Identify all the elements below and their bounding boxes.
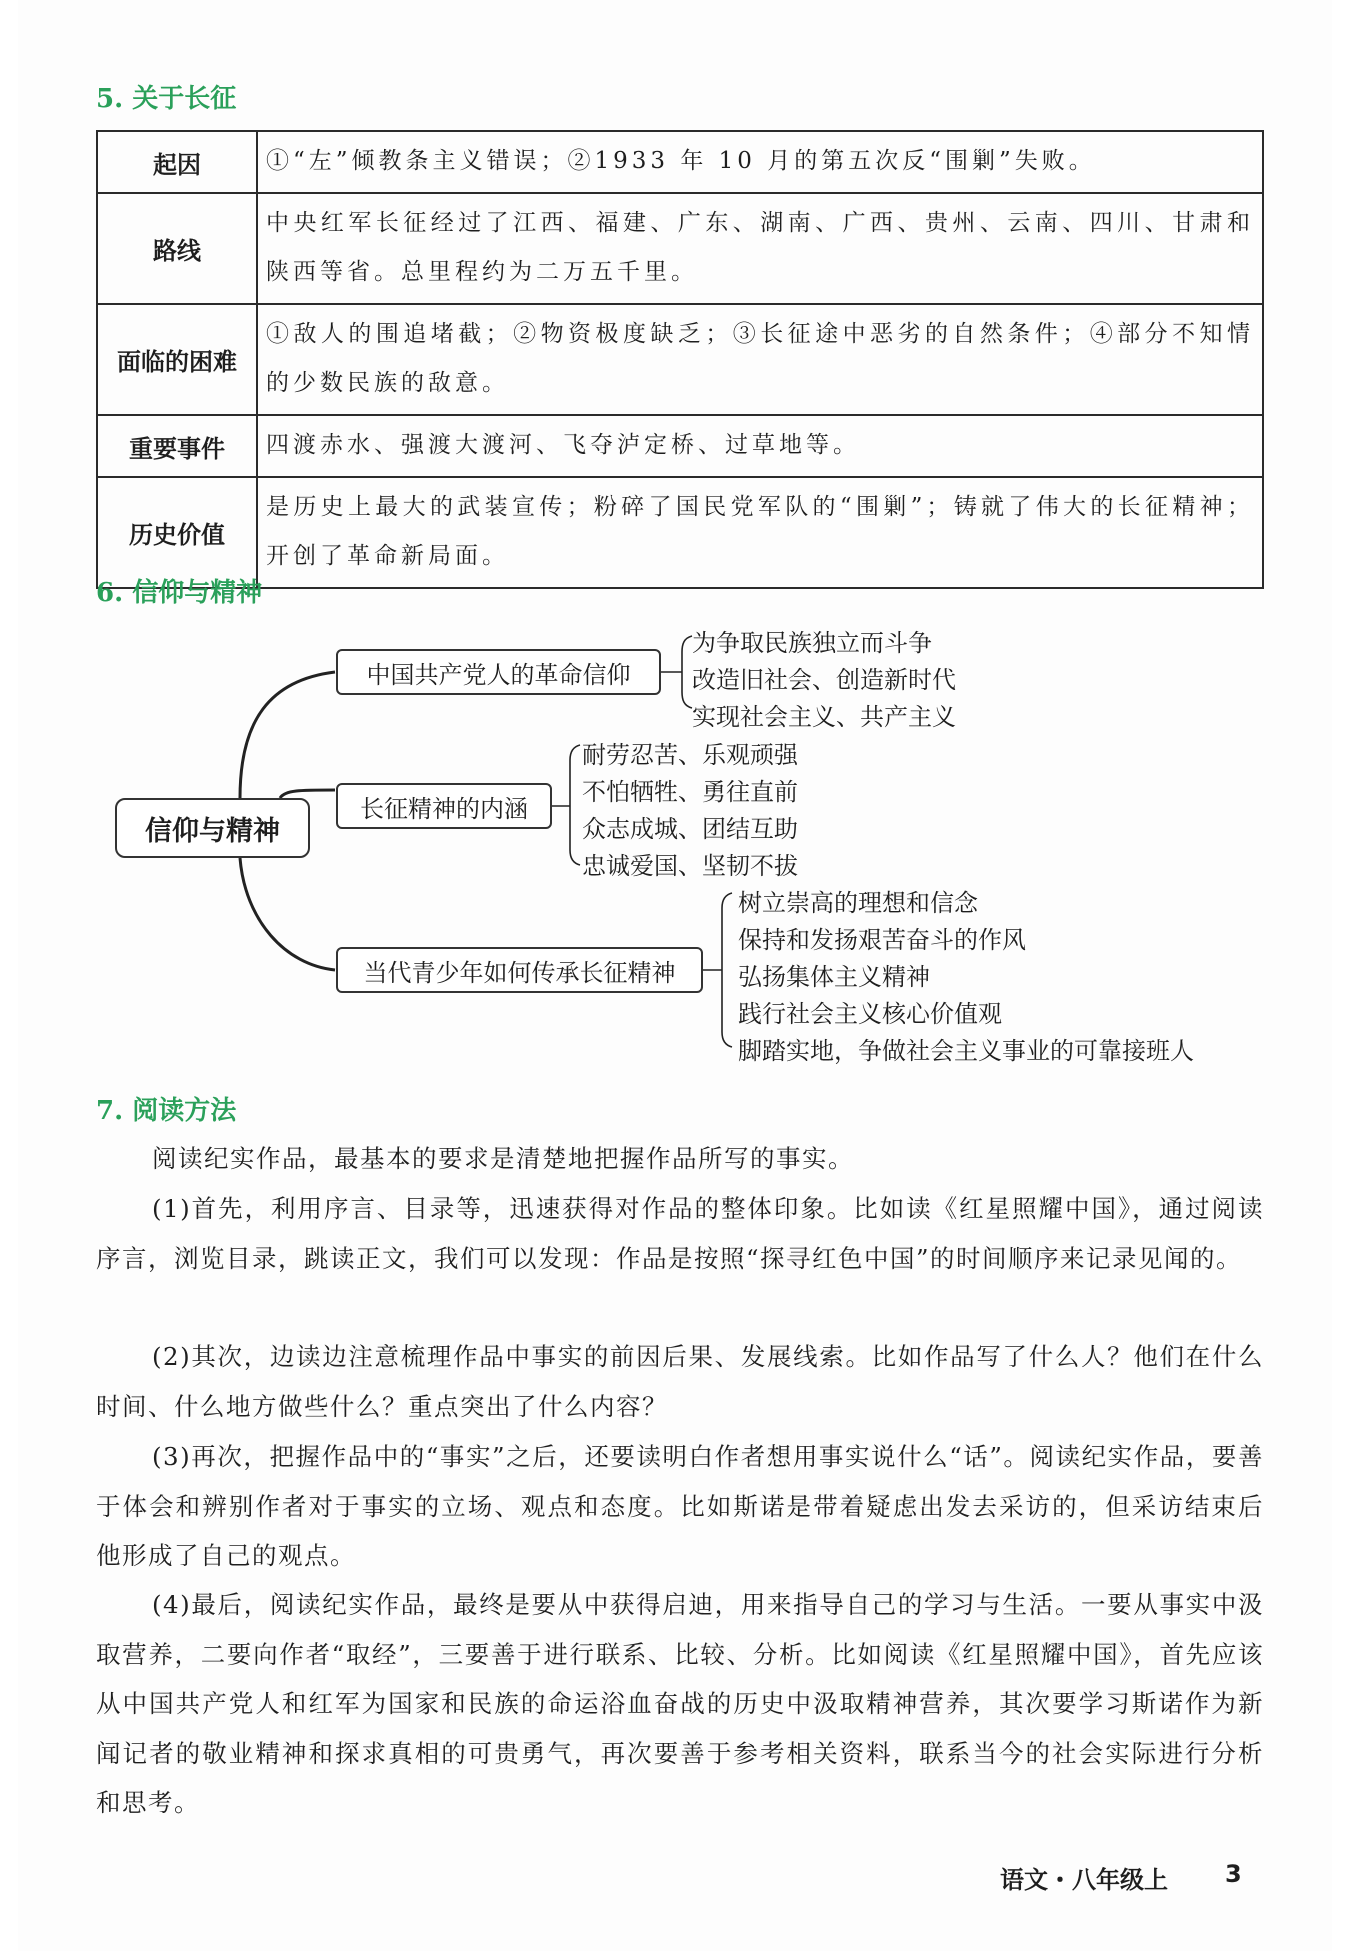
row-content: ①敌人的围追堵截；②物资极度缺乏；③长征途中恶劣的自然条件；④部分不知情的少数民族的敌意。 xyxy=(257,304,1263,415)
mindmap-leaf: 众志成城、团结互助 xyxy=(582,815,798,843)
section-title-long-march: 5. 关于长征 xyxy=(96,84,237,114)
section-title-belief: 6. 信仰与精神 xyxy=(96,578,263,608)
mindmap-leaf: 践行社会主义核心价值观 xyxy=(738,1000,1002,1028)
footer-subject-label: 语文・八年级上 xyxy=(1000,1866,1168,1894)
page-number: 3 xyxy=(1225,1860,1242,1888)
mindmap-leaf: 改造旧社会、创造新时代 xyxy=(692,666,956,694)
mindmap-branch: 当代青少年如何传承长征精神 xyxy=(336,947,703,993)
paragraph: (3)再次，把握作品中的“事实”之后，还要读明白作者想用事实说什么“话”。阅读纪实作品，要善于体会和辨别作者对于事实的立场、观点和态度。比如斯诺是带着疑虑出发去采访的，但采访结束后他形成了自己的观点。 xyxy=(96,1442,1264,1570)
mindmap-leaf: 脚踏实地，争做社会主义事业的可靠接班人 xyxy=(738,1037,1194,1065)
mindmap-leaf: 忠诚爱国、坚韧不拔 xyxy=(582,852,798,880)
row-label: 面临的困难 xyxy=(97,304,257,415)
paragraph: (4)最后，阅读纪实作品，最终是要从中获得启迪，用来指导自己的学习与生活。一要从事实中汲取营养，二要向作者“取经”，三要善于进行联系、比较、分析。比如阅读《红星照耀中国》，首先应该从中国共产党人和红军为国家和民族的命运浴血奋战的历史中汲取精神营养，其次要学习斯诺作为新闻记者的敬业精神和探求真相的可贵勇气，再次要善于参考相关资料，联系当今的社会实际进行分析和思考。 xyxy=(96,1590,1264,1817)
mindmap-leaf: 树立崇高的理想和信念 xyxy=(738,889,978,917)
mindmap-leaf: 保持和发扬艰苦奋斗的作风 xyxy=(738,926,1026,954)
row-content: 中央红军长征经过了江西、福建、广东、湖南、广西、贵州、云南、四川、甘肃和陕西等省。总里程约为二万五千里。 xyxy=(257,193,1263,304)
row-label: 起因 xyxy=(97,131,257,193)
paragraph: (1)首先，利用序言、目录等，迅速获得对作品的整体印象。比如读《红星照耀中国》，通过阅读序言，浏览目录，跳读正文，我们可以发现：作品是按照“探寻红色中国”的时间顺序来记录见闻的。 xyxy=(96,1194,1264,1273)
paragraph: 阅读纪实作品，最基本的要求是清楚地把握作品所写的事实。 xyxy=(152,1144,854,1173)
row-content: 四渡赤水、强渡大渡河、飞夺泸定桥、过草地等。 xyxy=(257,415,1263,477)
mindmap-branch: 中国共产党人的革命信仰 xyxy=(336,649,661,695)
row-label: 路线 xyxy=(97,193,257,304)
paragraph: (2)其次，边读边注意梳理作品中事实的前因后果、发展线索。比如作品写了什么人？他们在什么时间、什么地方做些什么？重点突出了什么内容？ xyxy=(96,1342,1264,1421)
row-content: 是历史上最大的武装宣传；粉碎了国民党军队的“围剿”；铸就了伟大的长征精神；开创了革命新局面。 xyxy=(257,477,1263,588)
mindmap-leaf: 耐劳忍苦、乐观顽强 xyxy=(582,741,798,769)
row-label: 历史价值 xyxy=(97,477,257,588)
mindmap-leaf: 实现社会主义、共产主义 xyxy=(692,703,956,731)
mindmap-root: 信仰与精神 xyxy=(115,798,310,858)
mindmap-leaf: 为争取民族独立而斗争 xyxy=(692,629,932,657)
row-label: 重要事件 xyxy=(97,415,257,477)
mindmap-leaf: 弘扬集体主义精神 xyxy=(738,963,930,991)
mindmap-branch: 长征精神的内涵 xyxy=(336,783,552,829)
mindmap-leaf: 不怕牺牲、勇往直前 xyxy=(582,778,798,806)
section-title-reading-method: 7. 阅读方法 xyxy=(96,1096,237,1126)
row-content: ①“左”倾教条主义错误；②1933 年 10 月的第五次反“围剿”失败。 xyxy=(257,131,1263,193)
